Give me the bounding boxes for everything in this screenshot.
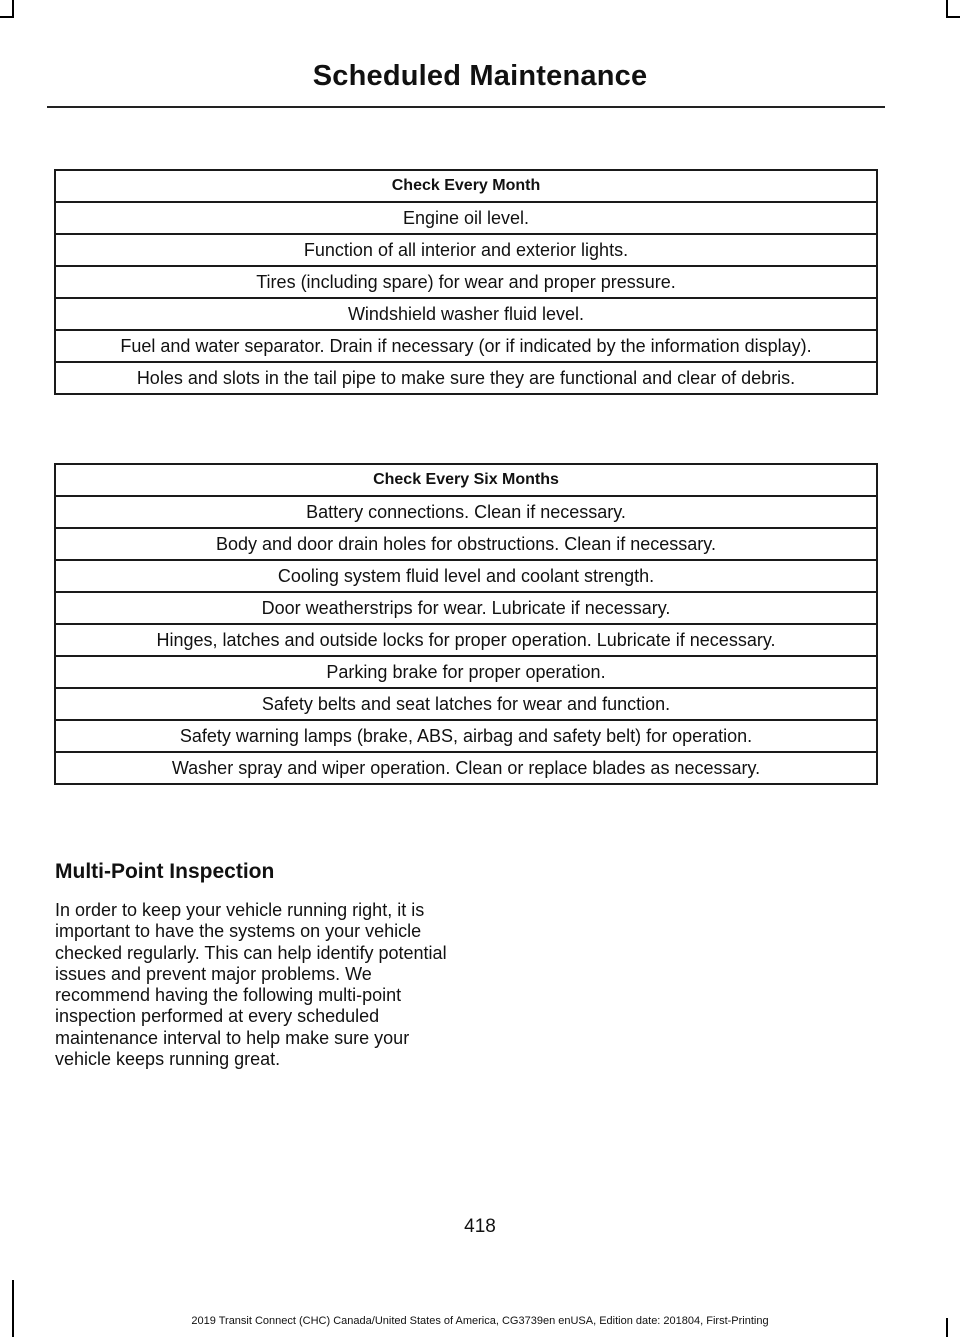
table-row [55,298,877,330]
table-row [55,752,877,784]
section-heading: Multi-Point Inspection [55,860,275,883]
table-header-row [55,170,877,202]
six-month-table-heading: Check Every Six Months [55,464,877,496]
page-title: Scheduled Maintenance [312,60,648,92]
table-cell: Engine oil level. [55,202,877,234]
table-row [55,330,877,362]
table-row [55,202,877,234]
table-cell: Safety belts and seat latches for wear and function. [55,688,877,720]
table-cell: Cooling system fluid level and coolant strength. [55,560,877,592]
table-cell: Battery connections. Clean if necessary. [55,496,877,528]
crop-mark-top-right-h [946,16,960,18]
table-row [55,624,877,656]
table-row [55,362,877,394]
table-header-row [55,464,877,496]
table-cell: Washer spray and wiper operation. Clean or replace blades as necessary. [55,752,877,784]
table-row [55,592,877,624]
table-row [55,496,877,528]
section-body-text: In order to keep your vehicle running right, it is important to have the systems on your vehicle checked regularly. This can help identify potential issues and prevent major problems. We recommend having the following multi-point inspection performed at every scheduled maintenance interval to help make sure your vehicle keeps running great. [55,900,447,1070]
table-row [55,528,877,560]
table-row [55,560,877,592]
table-cell: Safety warning lamps (brake, ABS, airbag and safety belt) for operation. [55,720,877,752]
table-cell: Door weatherstrips for wear. Lubricate if necessary. [55,592,877,624]
table-cell: Windshield washer fluid level. [55,298,877,330]
monthly-table-heading: Check Every Month [55,170,877,202]
table-cell: Function of all interior and exterior lights. [55,234,877,266]
page-number: 418 [464,1216,496,1237]
crop-mark-bottom-left [12,1280,14,1337]
table-cell: Body and door drain holes for obstructions. Clean if necessary. [55,528,877,560]
table-cell: Parking brake for proper operation. [55,656,877,688]
six-month-check-table [54,463,878,785]
document-footer: 2019 Transit Connect (CHC) Canada/United States of America, CG3739en enUSA, Edition date: 201804, First-Printing [191,1315,769,1327]
table-cell: Hinges, latches and outside locks for proper operation. Lubricate if necessary. [55,624,877,656]
table-cell: Fuel and water separator. Drain if necessary (or if indicated by the information display). [55,330,877,362]
table-row [55,234,877,266]
table-row [55,720,877,752]
table-cell: Holes and slots in the tail pipe to make sure they are functional and clear of debris. [55,362,877,394]
table-row [55,266,877,298]
title-divider [47,106,885,108]
crop-mark-top-left-h [0,16,14,18]
monthly-check-table [54,169,878,395]
table-row [55,688,877,720]
table-cell: Tires (including spare) for wear and proper pressure. [55,266,877,298]
table-row [55,656,877,688]
